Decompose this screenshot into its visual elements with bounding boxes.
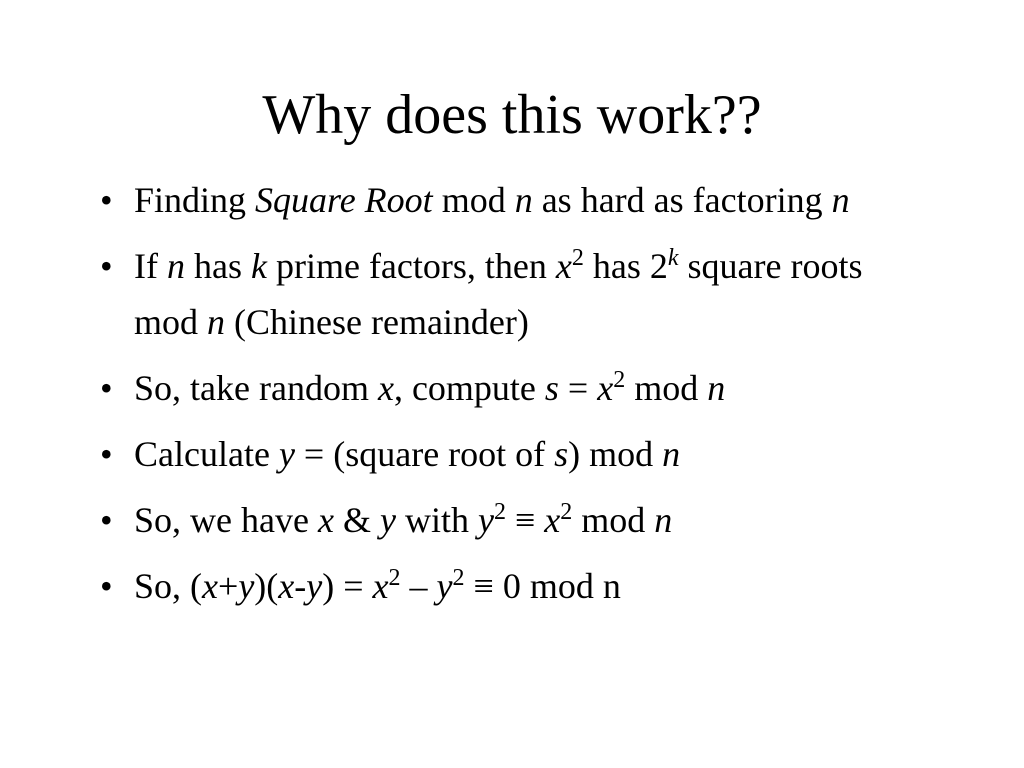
bullet-text-segment: n <box>166 246 185 286</box>
bullet-text-segment: Calculate <box>134 434 279 474</box>
bullet-text-segment: y <box>477 500 494 540</box>
bullet-text-segment: n <box>831 180 850 220</box>
bullet-text-segment: x <box>544 500 561 540</box>
bullet-text-segment: n <box>707 368 726 408</box>
bullet-text-segment: s <box>544 368 559 408</box>
bullet-text-segment: as hard as factoring <box>532 180 832 220</box>
bullet-text-segment: – <box>400 566 437 606</box>
bullet-marker: • <box>100 434 113 474</box>
bullet-text-segment: = (square root of <box>294 434 555 474</box>
bullet-text-segment: 2 <box>571 245 584 271</box>
bullet-item <box>100 360 920 416</box>
bullet-text-segment: )( <box>254 566 279 606</box>
bullet-text-segment: ) = <box>322 566 373 606</box>
bullet-text-segment: with <box>395 500 478 540</box>
bullet-item <box>100 238 920 350</box>
bullet-marker: • <box>100 566 113 606</box>
bullet-text-segment: x <box>555 246 572 286</box>
bullet-text-segment: - <box>294 566 307 606</box>
bullet-marker: • <box>100 246 113 286</box>
bullet-text-segment: y <box>238 566 255 606</box>
bullet-text-segment: mod <box>572 500 655 540</box>
bullet-text-segment: ) mod <box>568 434 663 474</box>
bullet-text-segment: n <box>514 180 533 220</box>
bullet-text-segment: k <box>250 246 267 286</box>
bullet-text-segment: ≡ <box>505 500 545 540</box>
bullet-text-segment: 2 <box>388 565 401 591</box>
bullet-text-segment: s <box>554 434 569 474</box>
bullet-marker: • <box>100 180 113 220</box>
bullet-text-segment: y <box>379 500 396 540</box>
bullet-marker: • <box>100 368 113 408</box>
bullet-text-segment: x <box>377 368 394 408</box>
slide-title: Why does this work?? <box>262 84 762 146</box>
bullet-text-segment: x <box>278 566 295 606</box>
bullet-text-segment: k <box>667 245 679 271</box>
bullet-text-segment: y <box>436 566 453 606</box>
bullet-text-segment: square roots mod <box>134 246 863 342</box>
bullet-text-segment: x <box>372 566 389 606</box>
bullet-text-segment: has <box>184 246 251 286</box>
bullet-text-segment: has 2 <box>583 246 668 286</box>
bullet-text-segment: & <box>333 500 380 540</box>
bullet-text-segment: = <box>558 368 598 408</box>
bullet-text-segment: mod <box>432 180 515 220</box>
bullet-text-segment: mod <box>625 368 708 408</box>
bullet-text-segment: n <box>654 500 673 540</box>
bullet-text-segment: So, take random <box>134 368 378 408</box>
bullet-item <box>100 558 920 614</box>
bullet-text-segment: 2 <box>560 499 573 525</box>
bullet-text-segment: So, ( <box>134 566 203 606</box>
bullet-item <box>100 492 920 548</box>
bullet-text-segment: y <box>278 434 295 474</box>
bullet-marker: • <box>100 500 113 540</box>
bullet-text-segment: If <box>134 246 167 286</box>
bullet-text-segment: prime factors, then <box>266 246 556 286</box>
bullet-text-segment: Finding <box>134 180 256 220</box>
bullet-list <box>100 172 920 624</box>
bullet-text-segment: n <box>207 302 226 342</box>
bullet-text-segment: y <box>306 566 323 606</box>
bullet-item <box>100 172 920 228</box>
bullet-text-segment: (Chinese remainder) <box>225 302 529 342</box>
bullet-text-segment: x <box>317 500 334 540</box>
bullet-text-segment: 2 <box>613 367 626 393</box>
bullet-item <box>100 426 920 482</box>
bullet-text-segment: 2 <box>452 565 465 591</box>
bullet-text-segment: So, we have <box>134 500 318 540</box>
bullet-text-segment: x <box>597 368 614 408</box>
bullet-text-segment: + <box>218 566 239 606</box>
bullet-text-segment: x <box>202 566 218 606</box>
bullet-text-segment: ≡ 0 mod n <box>464 566 621 606</box>
bullet-text-segment: 2 <box>493 499 506 525</box>
bullet-text-segment: Square Root <box>255 180 433 220</box>
bullet-text-segment: n <box>662 434 681 474</box>
bullet-text-segment: , compute <box>393 368 545 408</box>
